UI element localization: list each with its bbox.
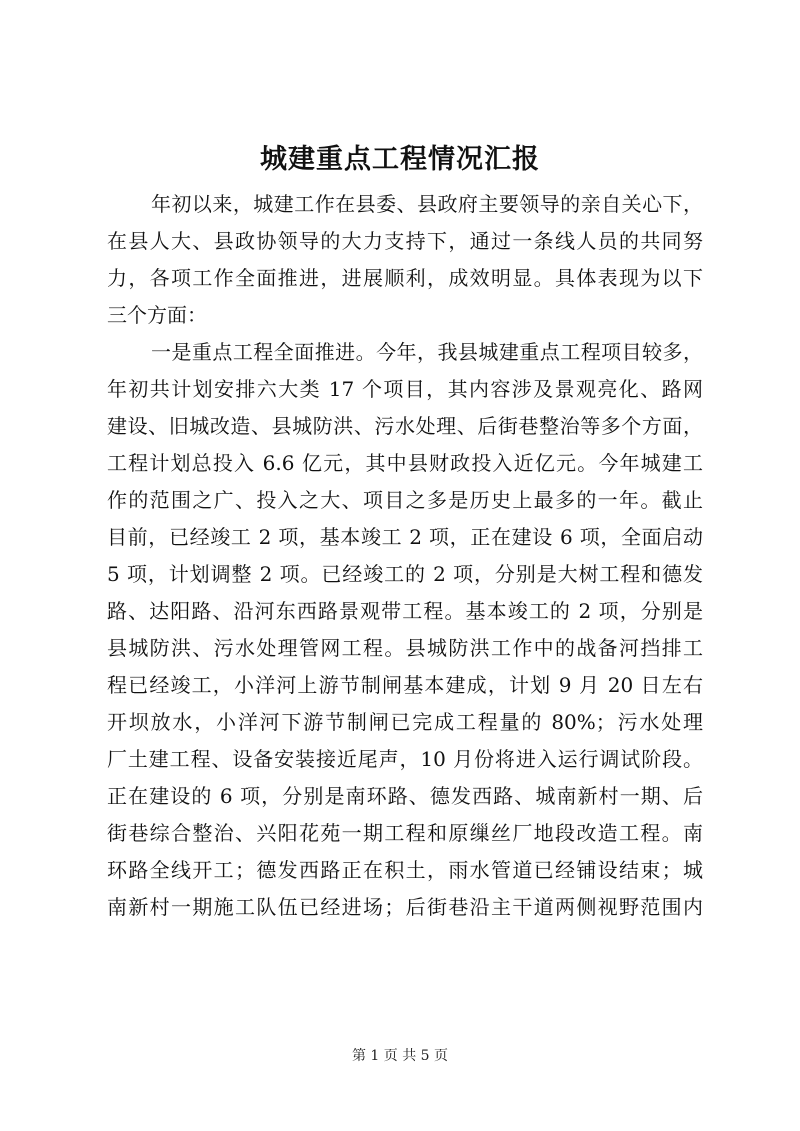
paragraph-2-line: 厂土建工程、设备安装接近尾声，10 月份将进入运行调试阶段。 [107, 747, 703, 771]
document-body [107, 186, 703, 926]
paragraph-2-line: 目前，已经竣工 2 项，基本竣工 2 项，正在建设 6 项，全面启动 [107, 525, 703, 549]
paragraph-2-line: 一是重点工程全面推进。今年，我县城建重点工程项目较多， [151, 340, 703, 364]
paragraph-2-line: 作的范围之广、投入之大、项目之多是历史上最多的一年。截止 [107, 488, 703, 512]
paragraph-1-line: 力，各项工作全面推进，进展顺利，成效明显。具体表现为以下 [107, 266, 703, 290]
paragraph-2-line: 正在建设的 6 项，分别是南环路、德发西路、城南新村一期、后 [107, 784, 703, 808]
document-title: 城建重点工程情况汇报 [260, 144, 540, 175]
paragraph-2-line: 工程计划总投入 6.6 亿元，其中县财政投入近亿元。今年城建工 [107, 451, 703, 475]
paragraph-2-line: 程已经竣工，小洋河上游节制闸基本建成，计划 9 月 20 日左右 [107, 673, 703, 697]
paragraph-2-line: 建设、旧城改造、县城防洪、污水处理、后街巷整治等多个方面， [107, 414, 703, 438]
paragraph-2-line: 南新村一期施工队伍已经进场；后街巷沿主干道两侧视野范围内 [107, 895, 703, 919]
paragraph-2-line: 路、达阳路、沿河东西路景观带工程。基本竣工的 2 项，分别是 [107, 599, 703, 623]
paragraph-2-line: 5 项，计划调整 2 项。已经竣工的 2 项，分别是大树工程和德发 [107, 562, 703, 586]
paragraph-1-line: 三个方面： [107, 303, 207, 327]
paragraph-2-line: 开坝放水，小洋河下游节制闸已完成工程量的 80%；污水处理 [107, 710, 703, 734]
paragraph-2-line: 街巷综合整治、兴阳花苑一期工程和原缫丝厂地段改造工程。南 [107, 821, 703, 845]
paragraph-2-line: 环路全线开工；德发西路正在积土，雨水管道已经铺设结束；城 [107, 858, 703, 882]
paragraph-1-line: 在县人大、县政协领导的大力支持下，通过一条线人员的共同努 [107, 229, 703, 253]
page-indicator: 第 1 页 共 5 页 [351, 1048, 449, 1064]
paragraph-1-line: 年初以来，城建工作在县委、县政府主要领导的亲自关心下， [151, 192, 703, 216]
paragraph-2-line: 县城防洪、污水处理管网工程。县城防洪工作中的战备河挡排工 [107, 636, 703, 660]
paragraph-2-line: 年初共计划安排六大类 17 个项目，其内容涉及景观亮化、路网 [107, 377, 703, 401]
